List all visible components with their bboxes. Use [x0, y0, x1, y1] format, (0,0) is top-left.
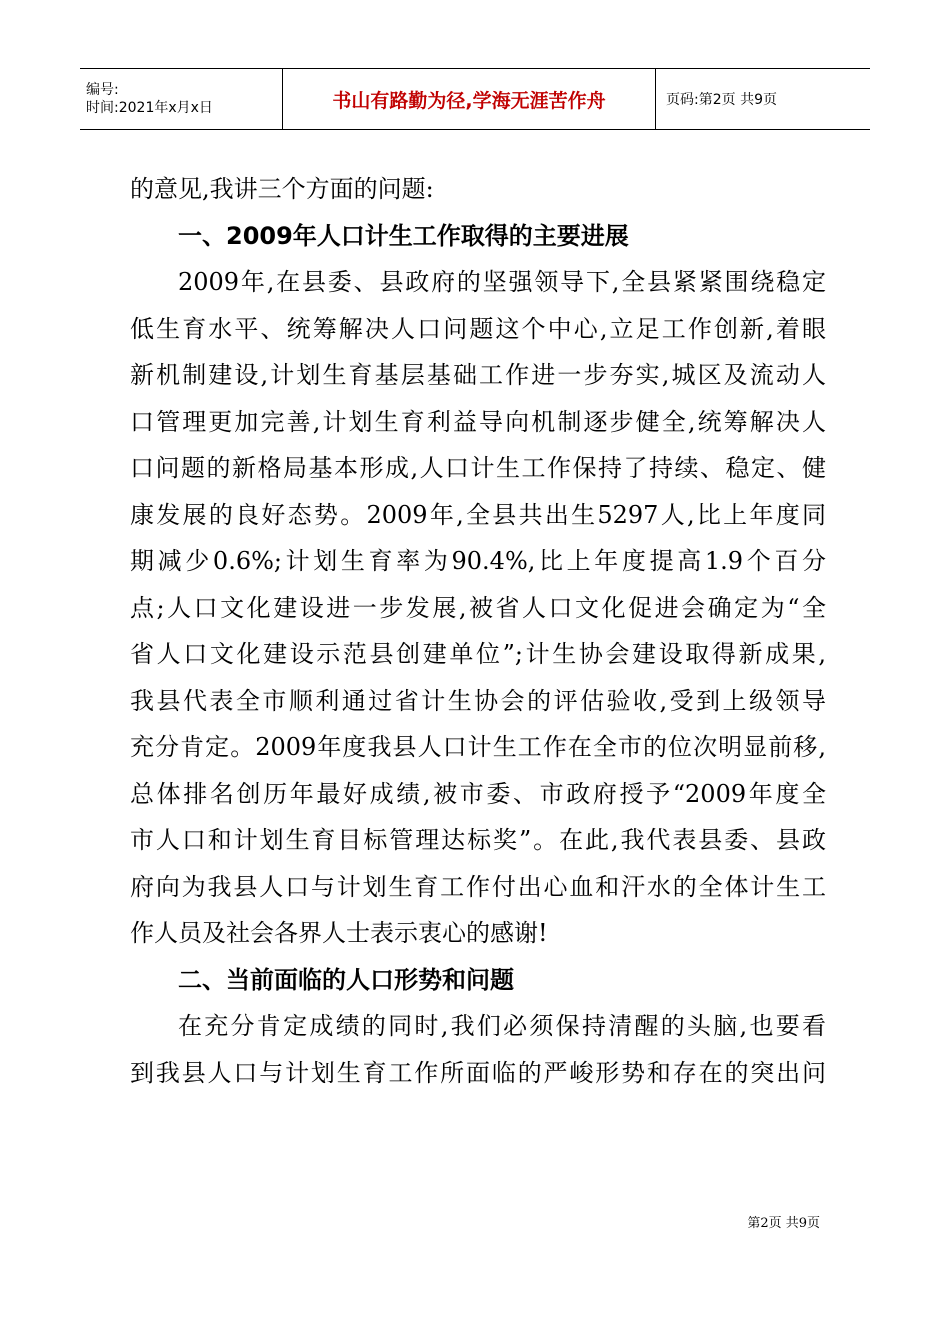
page-header [80, 68, 870, 130]
body-line: 新机制建设,计划生育基层基础工作进一步夯实,城区及流动人 [130, 361, 826, 389]
body-line: 康发展的良好态势。2009年,全县共出生5297人,比上年度同 [130, 500, 826, 529]
header-motto [282, 69, 656, 129]
section-heading-1: 一、2009年人口计生工作取得的主要进展 [178, 221, 629, 250]
document-number-label: 编号: [86, 82, 119, 98]
body-line: 省人口文化建设示范县创建单位”;计生协会建设取得新成果, [130, 640, 826, 668]
body-line: 作人员及社会各界人士表示衷心的感谢! [130, 919, 548, 947]
body-line: 期减少0.6%;计划生育率为90.4%,比上年度提高1.9个百分 [130, 547, 826, 575]
section-heading-2: 二、当前面临的人口形势和问题 [178, 965, 514, 994]
body-line: 市人口和计划生育目标管理达标奖”。在此,我代表县委、县政 [130, 826, 826, 854]
body-line: 总体排名创历年最好成绩,被市委、市政府授予“2009年度全 [130, 779, 826, 808]
body-line: 我县代表全市顺利通过省计生协会的评估验收,受到上级领导 [130, 686, 826, 715]
body-line: 点;人口文化建设进一步发展,被省人口文化促进会确定为“全 [130, 593, 826, 622]
body-line: 的意见,我讲三个方面的问题: [130, 175, 434, 203]
body-line: 口管理更加完善,计划生育利益导向机制逐步健全,统筹解决人 [130, 407, 826, 436]
page-number-label: 页码:第2页 共9页 [666, 92, 777, 108]
paragraph-first-line: 在充分肯定成绩的同时,我们必须保持清醒的头脑,也要看 [178, 1012, 826, 1040]
motto-text: 书山有路勤为径,学海无涯苦作舟 [332, 89, 606, 112]
paragraph-first-line: 2009年,在县委、县政府的坚强领导下,全县紧紧围绕稳定 [178, 268, 826, 296]
body-line: 低生育水平、统筹解决人口问题这个中心,立足工作创新,着眼 [130, 314, 826, 343]
document-time-label: 时间:2021年x月x日 [86, 100, 213, 116]
header-page-info [656, 69, 870, 129]
body-line: 到我县人口与计划生育工作所面临的严峻形势和存在的突出问 [130, 1058, 826, 1087]
body-line: 口问题的新格局基本形成,人口计生工作保持了持续、稳定、健 [130, 454, 826, 482]
body-line: 充分肯定。2009年度我县人口计生工作在全市的位次明显前移, [130, 733, 826, 761]
document-body [130, 166, 826, 1096]
header-meta [80, 69, 282, 129]
body-line: 府向为我县人口与计划生育工作付出心血和汗水的全体计生工 [130, 872, 826, 901]
page-footer: 第2页 共9页 [747, 1216, 820, 1231]
